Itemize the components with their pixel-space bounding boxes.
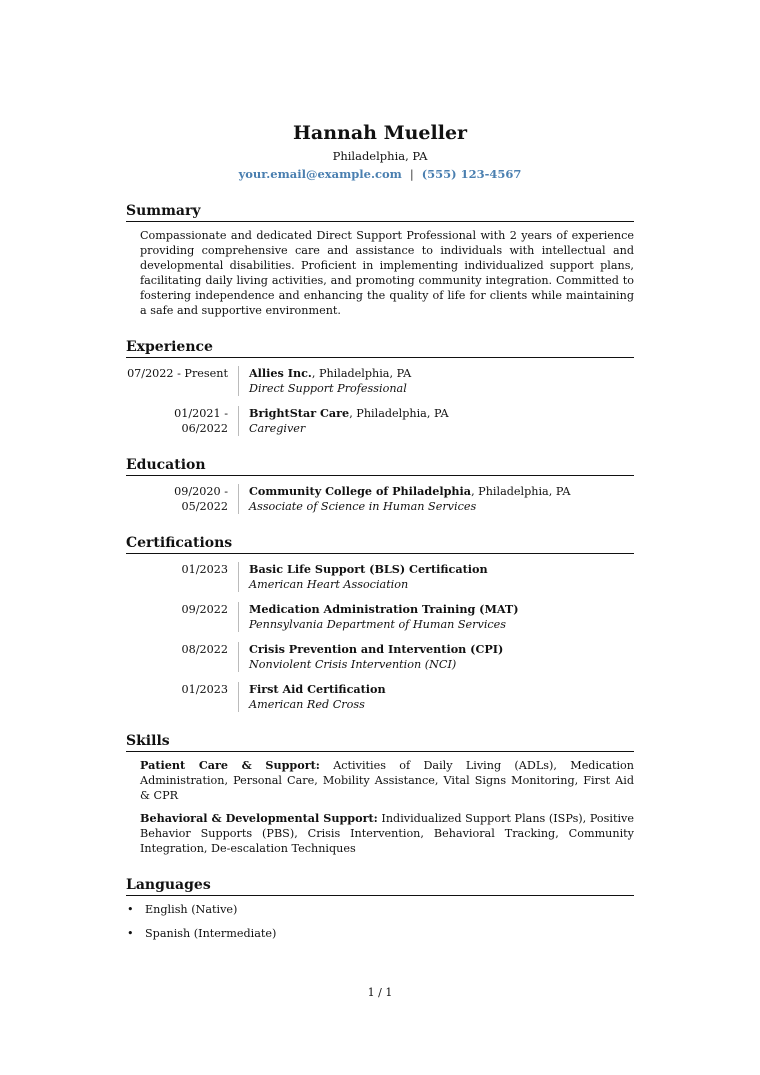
language-label: English (Native) xyxy=(145,903,238,916)
entry-role: Caregiver xyxy=(249,422,306,435)
skill-group xyxy=(126,758,634,803)
entry-date: 08/2022 xyxy=(181,643,228,656)
entry-role: Direct Support Professional xyxy=(249,382,407,395)
entry-date: 07/2022 - Present xyxy=(127,367,228,380)
skills-section xyxy=(126,732,634,856)
experience-section xyxy=(126,338,634,436)
certification-entry xyxy=(126,562,634,592)
certification-entry xyxy=(126,682,634,712)
languages-section xyxy=(126,876,634,941)
entry-body xyxy=(238,406,634,436)
list-item xyxy=(126,926,634,941)
entry-date: 01/2023 xyxy=(181,683,228,696)
experience-entry xyxy=(126,406,634,436)
entry-degree: Associate of Science in Human Services xyxy=(249,500,477,513)
entry-body xyxy=(238,642,634,672)
candidate-location: Philadelphia, PA xyxy=(332,149,428,163)
experience-entry xyxy=(126,366,634,396)
education-entry xyxy=(126,484,634,514)
resume-page xyxy=(126,120,634,950)
bullet-icon: • xyxy=(127,903,134,916)
education-heading: Education xyxy=(126,456,634,476)
certification-name: Basic Life Support (BLS) Certification xyxy=(249,562,488,576)
experience-heading: Experience xyxy=(126,338,634,358)
certification-name: Crisis Prevention and Intervention (CPI) xyxy=(249,642,504,656)
contact-separator: | xyxy=(409,167,414,181)
summary-heading: Summary xyxy=(126,202,634,222)
candidate-name: Hannah Mueller xyxy=(292,122,468,144)
certification-issuer: Nonviolent Crisis Intervention (NCI) xyxy=(249,658,457,671)
bullet-icon: • xyxy=(127,927,134,940)
entry-body xyxy=(238,562,634,592)
certification-issuer: American Heart Association xyxy=(249,578,409,591)
skill-group-items: Individualized Support Plans (ISPs), Positive Behavior Supports (PBS), Crisis Intervention, Behavioral Tracking, Community Integration, De-escalation Techniques xyxy=(140,812,634,855)
language-label: Spanish (Intermediate) xyxy=(145,927,277,940)
certifications-heading: Certifications xyxy=(126,534,634,554)
phone-link[interactable]: (555) 123-4567 xyxy=(421,167,522,181)
entry-organization: Allies Inc. xyxy=(249,366,312,380)
skill-group-label: Patient Care & Support: xyxy=(140,758,320,772)
entry-body xyxy=(238,602,634,632)
entry-organization: Community College of Philadelphia xyxy=(249,484,472,498)
entry-date: 09/2022 xyxy=(181,603,228,616)
entry-date: 01/2023 xyxy=(181,563,228,576)
entry-body xyxy=(238,484,634,514)
certification-entry xyxy=(126,602,634,632)
skills-heading: Skills xyxy=(126,732,634,752)
languages-list xyxy=(126,902,634,941)
skill-group-label: Behavioral & Developmental Support: xyxy=(140,811,378,825)
entry-location: , Philadelphia, PA xyxy=(471,485,571,498)
resume-header xyxy=(126,120,634,182)
summary-text: Compassionate and dedicated Direct Support Professional with 2 years of experience providing comprehensive care and assistance to individuals with intellectual and developmental disabilities. Proficient in implementing individualized support plans, facilitating daily living activities, and promoting community integration. Committed to fostering independence and enhancing the quality of life for clients while maintaining a safe and supportive environment. xyxy=(140,229,634,317)
entry-date: 09/2020 - 05/2022 xyxy=(174,485,228,513)
page-number: 1 / 1 xyxy=(367,986,393,999)
certification-issuer: Pennsylvania Department of Human Services xyxy=(249,618,507,631)
certification-entry xyxy=(126,642,634,672)
certification-name: Medication Administration Training (MAT) xyxy=(249,602,519,616)
list-item xyxy=(126,902,634,917)
languages-heading: Languages xyxy=(126,876,634,896)
entry-date: 01/2021 - 06/2022 xyxy=(174,407,228,435)
entry-body xyxy=(238,366,634,396)
certification-issuer: American Red Cross xyxy=(249,698,365,711)
certifications-section xyxy=(126,534,634,712)
skill-group xyxy=(126,811,634,856)
summary-section xyxy=(126,202,634,318)
entry-body xyxy=(238,682,634,712)
skill-group-items: Activities of Daily Living (ADLs), Medication Administration, Personal Care, Mobility Assistance, Vital Signs Monitoring, First Aid & CPR xyxy=(140,759,634,802)
entry-location: , Philadelphia, PA xyxy=(349,407,449,420)
contact-line xyxy=(126,167,634,182)
certification-name: First Aid Certification xyxy=(249,682,386,696)
entry-organization: BrightStar Care xyxy=(249,406,350,420)
email-link[interactable]: your.email@example.com xyxy=(238,167,402,181)
entry-location: , Philadelphia, PA xyxy=(311,367,412,380)
education-section xyxy=(126,456,634,514)
